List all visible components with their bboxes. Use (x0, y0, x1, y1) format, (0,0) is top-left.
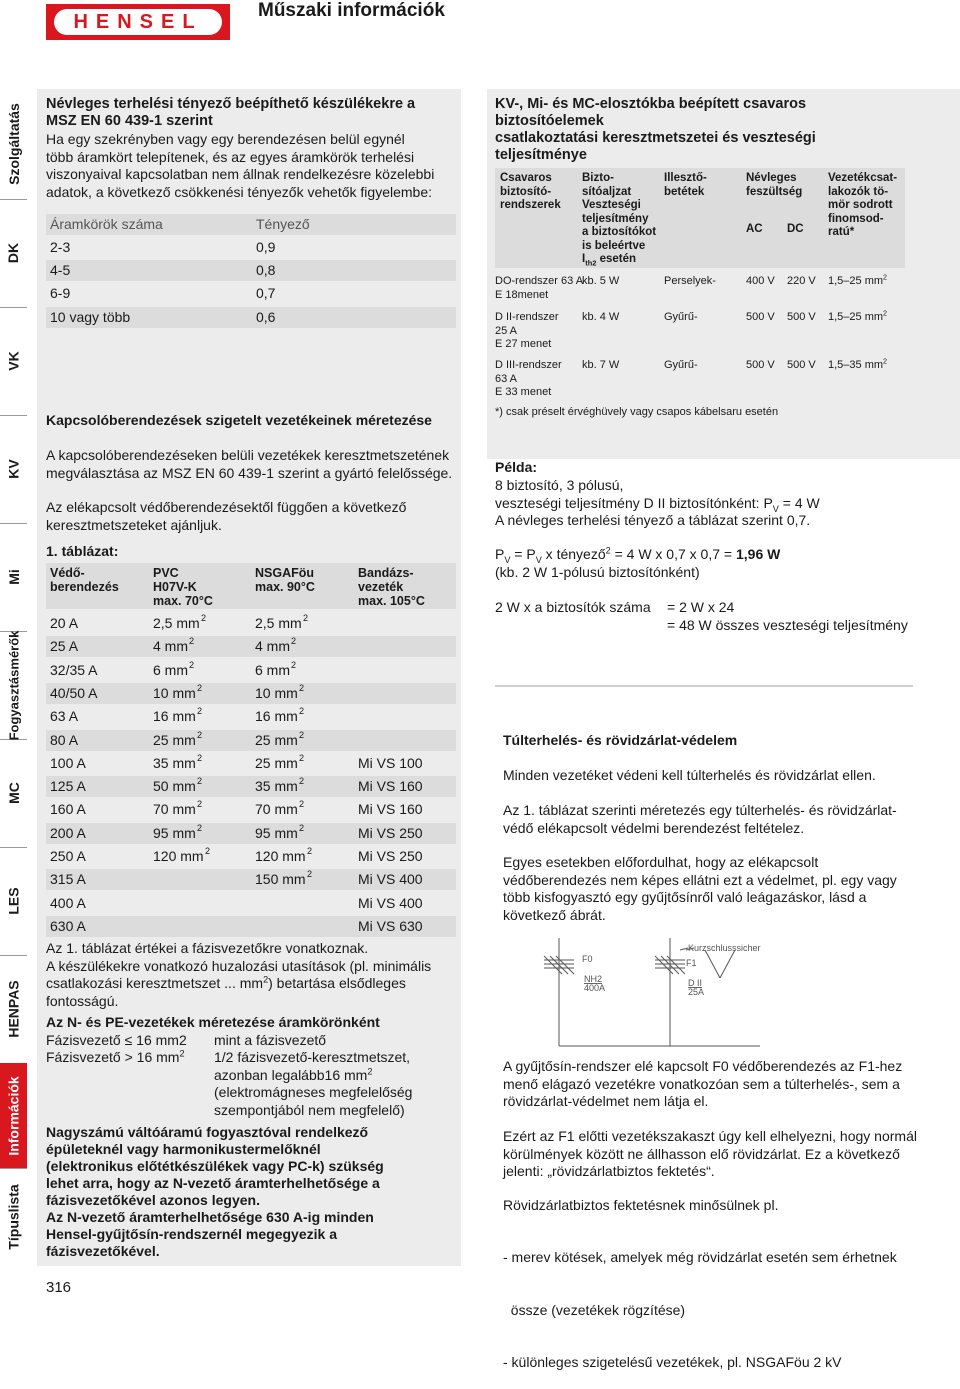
section1-title: Névleges terhelési tényező beépíthető készülékekre a MSZ EN 60 439-1 szerint (46, 96, 416, 129)
fuse-header-voltage: Névleges feszültség (746, 172, 803, 198)
fuse-row-3-conn: 1,5–35 $mm^2$ (828, 357, 888, 371)
table-row (46, 823, 456, 844)
table-cell: Mi VS 400 (358, 871, 423, 888)
table-cell: 16 mm (153, 708, 196, 725)
fuse-row-3-loss: kb. 7 W (582, 359, 620, 371)
table-row (46, 846, 456, 867)
table-cell: Mi VS 630 (358, 917, 423, 934)
section3-title: Az N- és PE-vezetékek méretezése áramkörönként (46, 1014, 380, 1030)
bullet-list (503, 1214, 923, 1389)
fuse-row-3-system: D III-rendszer 63 A E 33 menet (495, 359, 562, 398)
table-row: 4-5 0,8 (46, 260, 456, 281)
table-cell: 160 A (50, 801, 86, 818)
table-cell: 2,5 mm (153, 615, 200, 631)
superscript: 2 (307, 846, 313, 856)
superscript: 2 (299, 682, 305, 693)
busbar-diagram (520, 938, 780, 1048)
table-row (46, 799, 456, 820)
f0-rating-line1: NH2 (584, 974, 603, 984)
table-cell: Mi VS 160 (358, 778, 423, 795)
table1-header-cell: PVC H07V-K max. 70°C (153, 566, 213, 608)
table1-header (46, 563, 456, 609)
side-tab-informaciok[interactable]: Információk (0, 1063, 27, 1169)
fuse-row-3-insert: Gyűrű- (664, 359, 698, 371)
overload-paragraph-1: Minden vezetéket védeni kell túlterhelés és rövidzárlat ellen. (503, 767, 876, 783)
fuse-row-1-conn: 1,5–25 $mm^2$ (828, 273, 888, 287)
side-tab-mc[interactable]: MC (0, 739, 27, 848)
fuse-row-2-insert: Gyűrű- (664, 311, 698, 323)
superscript: 2 (197, 706, 203, 717)
table-cell: 95 mm (153, 824, 196, 841)
table-row (46, 916, 456, 937)
side-tab-tipuslista[interactable]: Típuslista (5, 1184, 22, 1250)
overload-paragraph-2: Az 1. táblázat szerinti méretezés egy túlterhelés- és rövidzárlat- védő elékapcsolt védelmi berendezést feltételez. (503, 802, 897, 836)
fuse-header-systems: Csavaros biztosító- rendszerek (500, 172, 561, 211)
table-cell: 125 A (50, 778, 86, 795)
f1-rating-line1: D II (688, 978, 703, 988)
superscript: 2 (197, 729, 203, 740)
f0-label: F0 (582, 954, 593, 964)
overload-title: Túlterhelés- és rövidzárlat-védelem (503, 732, 738, 748)
superscript: 2 (303, 613, 309, 623)
example-title: Példa: (495, 459, 538, 475)
table-cell: 70 mm (153, 801, 196, 818)
fuse-row-1-loss: kb. 5 W (582, 275, 620, 287)
table-cell: 120 mm (153, 848, 204, 864)
table-cell: 40/50 A (50, 684, 98, 701)
example-calc-left: 2 W x a biztosítók száma (495, 599, 651, 615)
paragraph-5: Ezért az F1 előtti vezetékszakaszt úgy kell elhelyezni, hogy normál körülmények között ne állhasson elő rövidzárlat. Ez a következő jelenti: „rövidzárlatbiztos fektetés“. (503, 1128, 917, 1179)
section2-paragraph-2: Az elékapcsolt védőberendezésektől függően a következő keresztmetszeteket ajánljuk. (46, 499, 407, 533)
superscript: 2 (299, 729, 305, 740)
superscript: 2 (197, 682, 203, 693)
f1-rating-line2: 25A (688, 987, 705, 997)
table-row (46, 683, 456, 704)
superscript: 2 (299, 706, 305, 717)
table-cell: 630 A (50, 917, 86, 934)
table-row (46, 613, 456, 634)
bold-paragraph: Nagyszámú váltóáramú fogyasztóval rendelkező épületeknél vagy harmonikustermelőknél (elektronikus előtétkészülékek vagy PC-k) szükség lehet arra, hogy az N-vezető áramterhelhetősége a fázisvezetőkével azonos legyen. Az N-vezető áramterhelhetősége 630 A-ig minden Hensel-gyűjtősín-rendszernél megegyezik a fázisvezetőkével. (46, 1124, 384, 1259)
table-cell: Mi VS 250 (358, 824, 423, 841)
table-cell: 25 mm (255, 731, 298, 748)
fuse-header-inserts: Illesztő- betétek (664, 172, 707, 198)
table-cell: 400 A (50, 894, 86, 911)
list-item: össze (vezetékek rögzítése) (503, 1301, 686, 1318)
table-cell: Mi VS 400 (358, 894, 423, 911)
f1-label: F1 (686, 958, 697, 968)
table-cell: 20 A (50, 615, 79, 631)
fuse-row-1-ac: 400 V (746, 275, 775, 287)
fuse-row-1-system: DO-rendszer 63 A E 18menet (495, 275, 584, 301)
table-cell: 100 A (50, 754, 86, 771)
np-row-2-left: Fázisvezető > 16 $mm^2$ (46, 1048, 185, 1065)
superscript: 2 (201, 613, 207, 623)
superscript: 2 (307, 869, 313, 880)
hensel-logo (46, 4, 230, 40)
kurzschlusssicher-label: Kurzschlusssicher (688, 943, 761, 953)
superscript: 2 (189, 636, 195, 647)
table-row (46, 753, 456, 774)
table-cell: Mi VS 160 (358, 801, 423, 818)
table-cell: 10 mm (255, 684, 298, 701)
table-row (46, 660, 456, 681)
side-tab-fogyasztasmerok[interactable]: Fogyasztásmérők (0, 631, 27, 740)
table-row: 10 vagy több 0,6 (46, 307, 456, 328)
table-row (46, 869, 456, 890)
table-row (46, 636, 456, 657)
fuse-header-ac: AC (746, 223, 763, 235)
list-item: - különleges szigetelésű vezetékek, pl. NSGAFöu 2 kV (503, 1354, 842, 1370)
table-cell: 150 mm (255, 871, 306, 888)
fuse-table-footnote: *) csak préselt érvéghüvely vagy csapos kábelsaru esetén (495, 406, 779, 418)
table-row (46, 893, 456, 914)
table-cell: 25 mm (153, 731, 196, 748)
side-tab-henpas[interactable]: HENPAS (0, 955, 27, 1064)
superscript: 2 (291, 636, 297, 647)
table-cell: 35 mm (153, 754, 196, 771)
side-tab-vk[interactable]: VK (0, 307, 27, 416)
page-title: Műszaki információk (258, 0, 445, 21)
table-cell: 32/35 A (50, 661, 98, 678)
superscript: 2 (299, 799, 305, 810)
table-cell: 95 mm (255, 824, 298, 841)
table-row (46, 706, 456, 727)
table-cell: 25 A (50, 638, 79, 655)
right-section-title: KV-, Mi- és MC-elosztókba beépített csavaros biztosítóelemek csatlakoztatási keresztmetszetei és veszteségi teljesítménye (495, 96, 816, 163)
logo-text: HENSEL (73, 11, 203, 33)
table-cell: 80 A (50, 731, 79, 748)
superscript: 2 (299, 822, 305, 833)
table-cell: 6 mm (255, 661, 290, 678)
side-tab-szolgaltatas[interactable]: Szolgáltatás (0, 89, 27, 200)
section1-text: Ha egy szekrényben vagy egy berendezésen belül egynél több áramkört telepítenek, és az egyes áramkörök terhelési viszonyaival kapcsolatban nem állnak rendelkezésre közelebbi adatok, a következő csökkenési tényezők vehetők figyelembe: (46, 131, 435, 200)
table-cell: 4 mm (255, 638, 290, 655)
table-cell: 200 A (50, 824, 86, 841)
list-item: - merev kötések, amelyek még rövidzárlat esetén sem érhetnek (503, 1249, 897, 1265)
section-divider (495, 685, 913, 687)
f0-rating-line2: 400A (584, 983, 606, 993)
side-tab-dk[interactable]: DK (0, 199, 27, 308)
fuse-row-3-dc: 500 V (787, 359, 816, 371)
paragraph-4: A gyűjtősín-rendszer elé kapcsolt F0 védőberendezés az F1-hez menő elágazó vezetékre vonatkozóan sem a túlterhelés-, sem a rövidzárlat-védelmet nem látja el. (503, 1058, 903, 1109)
table1-header-cell: Védő- berendezés (50, 566, 119, 594)
section2-paragraph-1: A kapcsolóberendezéseken belüli vezetékek keresztmetszetének megválasztása az MSZ EN 60 439-1 szerint a gyártó felelőssége. (46, 447, 453, 481)
side-tab-kv[interactable]: KV (0, 415, 27, 524)
superscript: 2 (197, 799, 203, 810)
fuse-row-2-conn: 1,5–25 $mm^2$ (828, 309, 888, 323)
table-row (46, 730, 456, 751)
paragraph-6: Rövidzárlatbiztos fektetésnek minősülnek pl. (503, 1197, 779, 1213)
table-row: Áramkörök száma Tényező (46, 214, 456, 235)
table-cell: 10 mm (153, 684, 196, 701)
overload-paragraph-3: Egyes esetekben előfordulhat, hogy az elékapcsolt védőberendezés nem képes ellátni ezt a védelmet, pl. egy vagy több kisfogyasztó egy gyűjtősínről való leágazáskor, lásd a következő ábrát. (503, 854, 897, 923)
superscript: 2 (197, 776, 203, 787)
fuse-row-3-ac: 500 V (746, 359, 775, 371)
side-tab-les[interactable]: LES (0, 847, 27, 956)
superscript: 2 (291, 659, 297, 670)
table-cell: 120 mm (255, 848, 306, 864)
superscript: 2 (299, 776, 305, 787)
example-calc-right: = 2 W x 24 = 48 W összes veszteségi teljesítmény (667, 599, 908, 633)
fuse-header-connectors: Vezetékcsat- lakozók tö- mör sodrott finomsod- ratú* (828, 172, 898, 238)
superscript: 2 (189, 659, 195, 670)
table-cell: 6 mm (153, 661, 188, 678)
side-navigation (0, 89, 27, 1266)
fuse-row-2-dc: 500 V (787, 311, 816, 323)
table-cell: 315 A (50, 871, 86, 888)
np-row-1-right: mint a fázisvezető (214, 1032, 327, 1048)
superscript: 2 (205, 846, 211, 856)
example-text: 8 biztosító, 3 pólusú, veszteségi teljesítmény D II biztosítónként: $P_V = 4$ W A névleges terhelési tényező a táblázat szerint 0,7. (495, 477, 820, 528)
superscript: 2 (197, 822, 203, 833)
example-formula: $P_V = P_V$ x tényező$^2$ = 4 W x 0,7 x 0,7 = 1,96 W (kb. 2 W 1-pólusú biztosítónként) (495, 545, 781, 580)
np-row-1-left: Fázisvezető ≤ 16 mm2 (46, 1032, 187, 1048)
superscript: 2 (197, 752, 203, 763)
table1-title: 1. táblázat: (46, 543, 119, 559)
table-cell: 63 A (50, 708, 79, 725)
superscript: 2 (299, 752, 305, 763)
table1-header-cell: Bandázs-vezeték max. 105°C (358, 566, 425, 608)
table-row: 6-9 0,7 (50, 285, 276, 301)
table-row (46, 776, 456, 797)
fuse-row-1-dc: 220 V (787, 275, 816, 287)
fuse-header-dc: DC (787, 223, 804, 235)
fuse-row-2-system: D II-rendszer 25 A E 27 menet (495, 311, 559, 350)
table-cell: 16 mm (255, 708, 298, 725)
table-cell: Mi VS 250 (358, 848, 423, 864)
np-row-2-right: 1/2 fázisvezető-keresztmetszet, azonban legalább16 $mm^2$ (elektromágneses megfelelőség szempontjából nem megfelelő) (214, 1049, 413, 1118)
table1-header-cell: NSGAFöu max. 90°C (255, 566, 315, 594)
table-cell: 50 mm (153, 778, 196, 795)
side-tab-mi[interactable]: Mi (0, 523, 27, 632)
fuse-row-2-ac: 500 V (746, 311, 775, 323)
fuse-header-loss: Bizto- sítóaljzat Veszteségi teljesítmény a biztosítókot is beleértve $I_{th2}$ esetén (582, 172, 657, 268)
table-cell: 35 mm (255, 778, 298, 795)
table-cell: 4 mm (153, 638, 188, 655)
table-cell: 25 mm (255, 754, 298, 771)
page-number: 316 (46, 1279, 72, 1296)
table-row: 2-3 0,9 (50, 239, 276, 255)
fuse-row-1-insert: Perselyek- (664, 275, 716, 287)
table-cell: 2,5 mm (255, 615, 302, 631)
table-cell: 250 A (50, 848, 86, 864)
table1-note: Az 1. táblázat értékei a fázisvezetőkre vonatkoznak. A készülékekre vonatkozó huzalozási utasítások (pl. minimális csatlakozási keresztmetszet ... $mm^2$) betartása elsődleges fontosságú. (46, 940, 432, 1009)
table-cell: 70 mm (255, 801, 298, 818)
fuse-row-2-loss: kb. 4 W (582, 311, 620, 323)
section2-title: Kapcsolóberendezések szigetelt vezetékeinek méretezése (46, 412, 432, 428)
table-cell: Mi VS 100 (358, 754, 423, 771)
